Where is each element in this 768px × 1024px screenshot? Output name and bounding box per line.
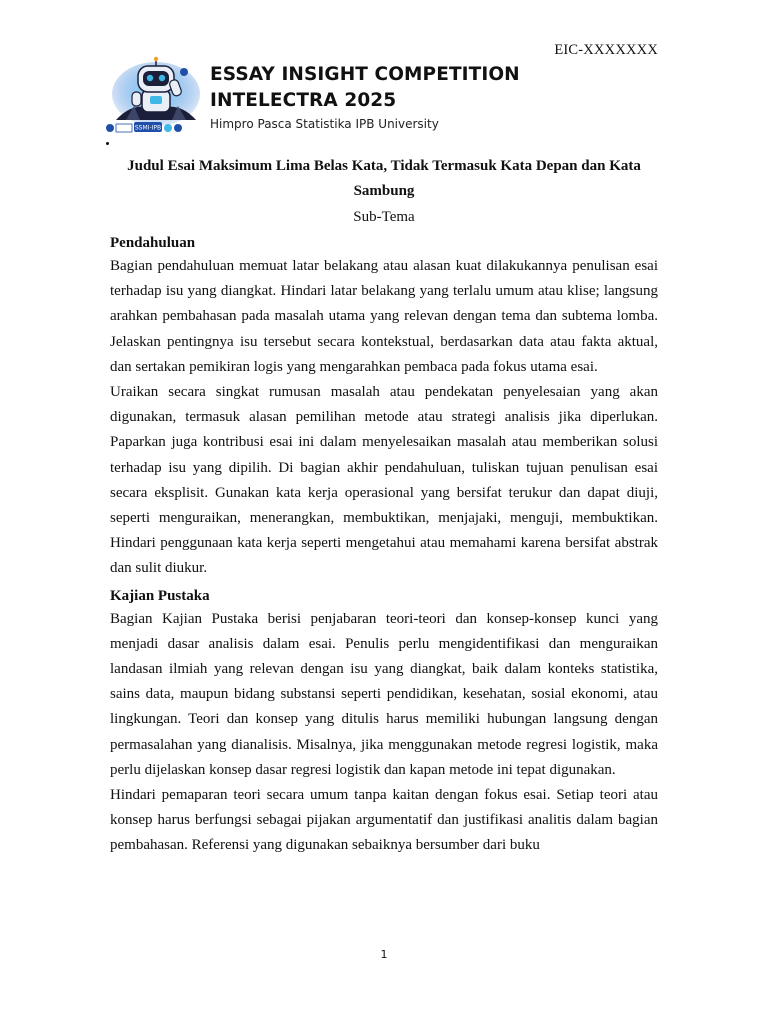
logo-badge-text: SSMI-IPB xyxy=(134,124,162,132)
paragraph: Uraikan secara singkat rumusan masalah atau pendekatan penyelesaian yang akan digunakan, termasuk alasan pemilihan metode atau strategi analisis jika diperlukan. Paparkan juga kontribusi esai ini dalam menyelesaikan masalah atau memberikan solusi terhadap isu yang dipilih. Di bagian akhir pendahuluan, tuliskan tujuan penulisan esai secara eksplisit. Gunakan kata kerja operasional yang bersifat terukur dan dapat diuji, seperti menguraikan, menerangkan, membuktikan, menjajaki, menguji, membuktikan. Hindari penggunaan kata kerja seperti mengetahui atau memahami karena bersifat abstrak dan sulit diukur. xyxy=(110,384,658,577)
paragraph: Hindari pemaparan teori secara umum tanpa kaitan dengan fokus esai. Setiap teori atau konsep harus berfungsi sebagai pijakan argumentatif dan justifikasi analitis dalam bagian pembahasan. Referensi yang digunakan sebaiknya bersumber dari buku xyxy=(110,787,658,854)
bullet-dot xyxy=(106,142,109,145)
competition-edition: INTELECTRA 2025 xyxy=(210,90,397,111)
organizer-name: Himpro Pasca Statistika IPB University xyxy=(210,117,439,131)
competition-header xyxy=(104,56,664,146)
section-heading-kajian-pustaka: Kajian Pustaka xyxy=(110,587,210,604)
page-number: 1 xyxy=(380,948,388,961)
competition-title-block xyxy=(210,62,520,131)
essay-title: Judul Esai Maksimum Lima Belas Kata, Tidak Termasuk Kata Depan dan Kata Sambung xyxy=(127,158,641,199)
competition-title: ESSAY INSIGHT COMPETITION xyxy=(210,64,520,85)
essay-sub-theme: Sub-Tema xyxy=(353,209,415,225)
section-heading-pendahuluan: Pendahuluan xyxy=(110,235,196,251)
paragraph: Bagian pendahuluan memuat latar belakang atau alasan kuat dilakukannya penulisan esai terhadap isu yang diangkat. Hindari latar belakang yang terlalu umum atau klise; langsung arahkan pembahasan pada masalah utama yang relevan dengan tema dan subtema lomba. Jelaskan pentingnya isu tersebut secara kontekstual, berdasarkan data atau fakta aktual, dan sertakan pemikiran logis yang mengarahkan pembaca pada fokus utama esai. xyxy=(110,258,658,375)
paragraph: Bagian Kajian Pustaka berisi penjabaran teori-teori dan konsep-konsep kunci yang menjadi dasar analisis dalam esai. Penulis perlu mengidentifikasi dan menguraikan landasan ilmiah yang relevan dengan isu yang diangkat, baik dalam konteks statistika, sains data, maupun bidang substansi seperti pendidikan, kesehatan, sosial ekonomi, atau lingkungan. Teori dan konsep yang ditulis harus memiliki hubungan langsung dengan permasalahan yang dianalisis. Misalnya, jika menggunakan metode regresi logistik, maka perlu dijelaskan konsep dasar regresi logistik dan kapan metode ini tepat digunakan. xyxy=(110,610,658,778)
document-code: EIC-XXXXXXX xyxy=(554,42,658,58)
essay-body xyxy=(110,232,658,859)
robot-mascot-logo-icon xyxy=(104,56,204,140)
